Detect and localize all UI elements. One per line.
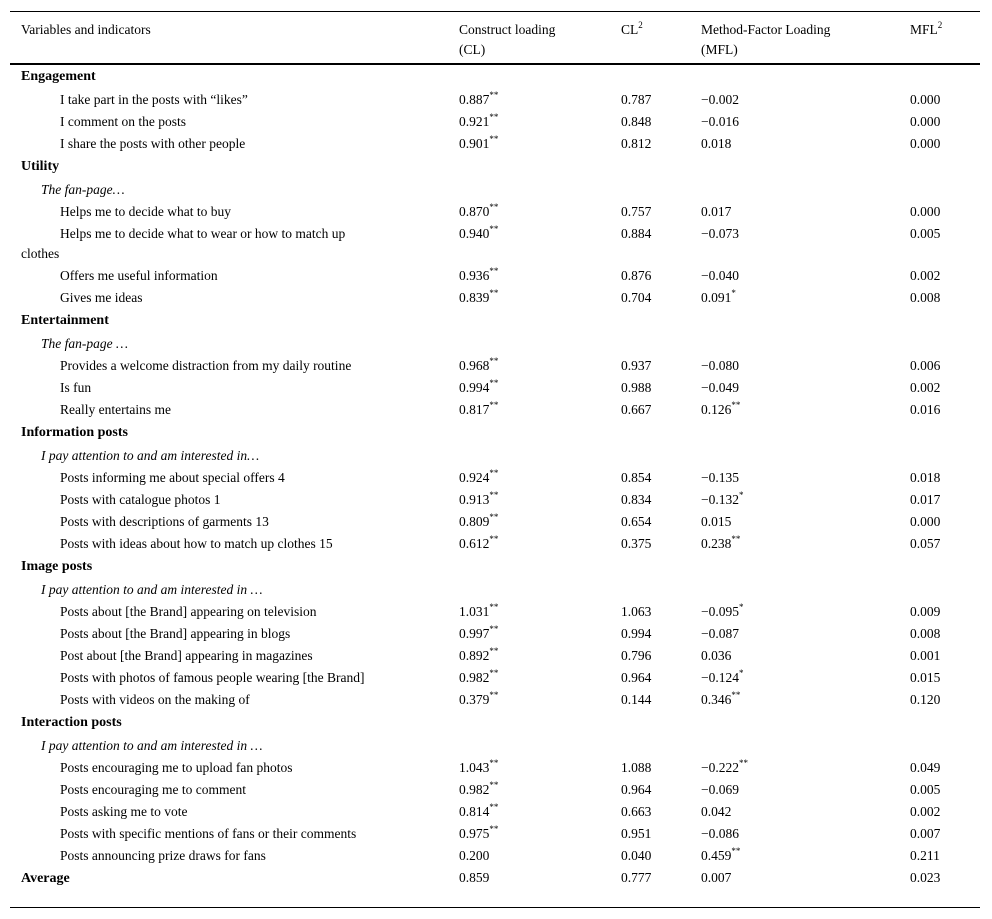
cell-cl2: 0.854 (621, 470, 652, 485)
mfl-significance: ** (731, 690, 741, 700)
mfl-value: −0.049 (701, 380, 739, 395)
cell-mfl (701, 690, 740, 710)
cl-value: 1.031 (459, 604, 490, 619)
indicator-label: Posts encouraging me to upload fan photos (60, 760, 293, 775)
mfl-value: 0.091 (701, 290, 732, 305)
cell-mfl2: 0.001 (910, 648, 941, 663)
mfl-value: 0.459 (701, 848, 732, 863)
mfl-value: 0.346 (701, 692, 732, 707)
cl-significance: ** (489, 802, 499, 812)
cl-significance: ** (489, 758, 499, 768)
cl-value: 0.982 (459, 670, 490, 685)
cl-value: 0.968 (459, 358, 490, 373)
average-cl: 0.859 (459, 870, 490, 885)
table-row (10, 689, 980, 711)
cl-value: 0.975 (459, 826, 490, 841)
table-row (10, 779, 980, 801)
cell-mfl2: 0.000 (910, 514, 941, 529)
table-row (10, 287, 980, 309)
cell-cl2: 0.876 (621, 268, 652, 283)
section-engagement (10, 65, 980, 89)
bottom-rule (10, 907, 980, 908)
cl-value: 0.901 (459, 136, 490, 151)
mfl-significance: * (731, 288, 736, 298)
mfl-value: −0.002 (701, 92, 739, 107)
section-title: Information posts (21, 425, 128, 440)
mfl-value: −0.069 (701, 782, 739, 797)
section-intro (10, 579, 980, 601)
indicator-label: Posts with videos on the making of (60, 692, 250, 707)
cl-value: 0.940 (459, 226, 490, 241)
cl-value: 0.379 (459, 692, 490, 707)
cl-value: 0.839 (459, 290, 490, 305)
table-row (10, 601, 980, 623)
cl-value: 0.809 (459, 514, 490, 529)
cell-cl2: 0.994 (621, 626, 652, 641)
cl-significance: ** (489, 266, 499, 276)
cl-significance: ** (489, 90, 499, 100)
cell-cl2: 0.988 (621, 380, 652, 395)
cell-cl (459, 90, 498, 110)
cl-significance: ** (489, 534, 499, 544)
mfl-value: −0.073 (701, 226, 739, 241)
cell-cl2: 0.663 (621, 804, 652, 819)
header-cl-line2: (CL) (459, 42, 486, 57)
mfl-value: −0.132 (701, 492, 739, 507)
cl-value: 0.612 (459, 536, 490, 551)
cell-mfl (701, 602, 744, 622)
cell-cl (459, 690, 498, 710)
mfl-significance: ** (739, 758, 748, 768)
mfl-value: −0.135 (701, 470, 739, 485)
indicator-label: I share the posts with other people (60, 136, 246, 151)
mfl-value: 0.017 (701, 204, 732, 219)
cell-cl2: 0.951 (621, 826, 652, 841)
cell-mfl (701, 668, 744, 688)
cell-mfl (701, 780, 739, 800)
cell-mfl (701, 202, 731, 222)
table-row (10, 757, 980, 779)
cell-cl (459, 266, 498, 286)
section-image (10, 555, 980, 579)
cell-mfl2: 0.008 (910, 290, 941, 305)
mfl-value: 0.238 (701, 536, 732, 551)
section-title: Utility (21, 159, 60, 174)
cell-cl (459, 202, 498, 222)
section-title: Interaction posts (21, 715, 122, 730)
cell-mfl (701, 134, 731, 154)
cell-mfl (701, 490, 744, 510)
indicator-label: Posts informing me about special offers 4 (60, 470, 285, 485)
cell-cl (459, 846, 489, 866)
indicator-label: Posts with descriptions of garments 13 (60, 514, 269, 529)
cell-mfl (701, 224, 739, 244)
header-method-factor-loading (701, 20, 830, 60)
cell-cl (459, 802, 498, 822)
cell-mfl2: 0.007 (910, 826, 941, 841)
cell-mfl2: 0.006 (910, 358, 941, 373)
indicator-label: Posts with photos of famous people wearing [the Brand] (60, 670, 365, 685)
cell-cl2: 0.040 (621, 848, 652, 863)
cell-mfl (701, 112, 739, 132)
cl-value: 0.924 (459, 470, 490, 485)
table-row (10, 201, 980, 223)
cell-cl2: 0.667 (621, 402, 652, 417)
cl-value: 0.814 (459, 804, 490, 819)
table-row (10, 133, 980, 155)
table-row (10, 377, 980, 399)
cell-cl (459, 468, 498, 488)
cl-significance: ** (489, 624, 499, 634)
cell-mfl2: 0.000 (910, 92, 941, 107)
cell-mfl2: 0.005 (910, 226, 941, 241)
section-intro-text: The fan-page… (41, 182, 125, 197)
table-row (10, 645, 980, 667)
table-row (10, 489, 980, 511)
cell-mfl2: 0.017 (910, 492, 941, 507)
cell-cl (459, 624, 498, 644)
cl-significance: ** (489, 400, 499, 410)
cl-significance: ** (489, 224, 499, 234)
cl-significance: ** (489, 468, 499, 478)
header-mfl-line2: (MFL) (701, 42, 738, 57)
cell-mfl2: 0.000 (910, 114, 941, 129)
cell-mfl (701, 624, 739, 644)
cell-cl2: 0.937 (621, 358, 652, 373)
cell-cl2: 1.063 (621, 604, 652, 619)
table-row (10, 511, 980, 533)
cl-significance: ** (489, 134, 499, 144)
indicator-label: Posts announcing prize draws for fans (60, 848, 266, 863)
cl-value: 0.936 (459, 268, 490, 283)
cl-value: 0.982 (459, 782, 490, 797)
cell-cl (459, 490, 498, 510)
cell-mfl2: 0.005 (910, 782, 941, 797)
cl-value: 0.921 (459, 114, 490, 129)
cell-cl (459, 112, 498, 132)
cell-mfl (701, 802, 731, 822)
table-row (10, 801, 980, 823)
cell-mfl (701, 378, 739, 398)
section-intro-text: I pay attention to and am interested in … (41, 582, 263, 597)
table-row (10, 467, 980, 489)
table-row (10, 399, 980, 421)
cl-significance: ** (489, 512, 499, 522)
mfl-value: −0.086 (701, 826, 739, 841)
mfl-significance: * (739, 602, 744, 612)
mfl-value: −0.040 (701, 268, 739, 283)
cell-cl (459, 356, 498, 376)
cell-cl (459, 378, 498, 398)
cell-mfl2: 0.211 (910, 848, 940, 863)
mfl-significance: ** (731, 400, 741, 410)
mfl-significance: * (739, 668, 744, 678)
cell-mfl2: 0.000 (910, 136, 941, 151)
cell-cl2: 1.088 (621, 760, 652, 775)
cell-mfl2: 0.016 (910, 402, 941, 417)
cell-mfl (701, 288, 736, 308)
cl-value: 1.043 (459, 760, 490, 775)
cl-value: 0.997 (459, 626, 490, 641)
table-row (10, 265, 980, 287)
header-cl2-text: CL (621, 22, 639, 37)
cl-value: 0.892 (459, 648, 490, 663)
header-mfl2 (910, 20, 942, 40)
cl-significance: ** (489, 668, 499, 678)
cell-cl2: 0.964 (621, 670, 652, 685)
cell-cl2: 0.848 (621, 114, 652, 129)
cell-mfl2: 0.015 (910, 670, 941, 685)
indicator-label: I take part in the posts with “likes” (60, 92, 248, 107)
mfl-value: −0.124 (701, 670, 739, 685)
cell-cl2: 0.787 (621, 92, 652, 107)
mfl-value: −0.087 (701, 626, 739, 641)
mfl-significance: * (739, 490, 744, 500)
cell-cl2: 0.796 (621, 648, 652, 663)
cell-mfl (701, 824, 739, 844)
cl-significance: ** (489, 602, 499, 612)
mfl-value: 0.015 (701, 514, 732, 529)
header-cl2-sup: 2 (638, 20, 643, 30)
mfl-significance: ** (731, 846, 741, 856)
indicator-label: Gives me ideas (60, 290, 143, 305)
cl-value: 0.994 (459, 380, 490, 395)
cl-significance: ** (489, 112, 499, 122)
cell-cl (459, 134, 498, 154)
cell-cl (459, 288, 498, 308)
cell-cl2: 0.654 (621, 514, 652, 529)
cl-value: 0.870 (459, 204, 490, 219)
table-row (10, 89, 980, 111)
section-intro (10, 333, 980, 355)
table-header (10, 12, 980, 65)
header-cl2 (621, 20, 643, 40)
section-title: Entertainment (21, 313, 109, 328)
indicator-label: I comment on the posts (60, 114, 186, 129)
header-mfl-line1: Method-Factor Loading (701, 22, 831, 37)
average-mfl: 0.007 (701, 870, 732, 885)
indicator-label: Posts about [the Brand] appearing in blogs (60, 626, 291, 641)
indicator-label: Helps me to decide what to wear or how to match up (60, 226, 346, 241)
cell-mfl2: 0.002 (910, 268, 941, 283)
cell-mfl2: 0.008 (910, 626, 941, 641)
cl-significance: ** (489, 378, 499, 388)
cell-mfl (701, 534, 740, 554)
table-row (10, 355, 980, 377)
cell-cl2: 0.812 (621, 136, 652, 151)
cl-significance: ** (489, 780, 499, 790)
indicator-label: Posts asking me to vote (60, 804, 188, 819)
cl-significance: ** (489, 824, 499, 834)
cell-cl2: 0.884 (621, 226, 652, 241)
section-title: Engagement (21, 69, 96, 84)
table-row (10, 533, 980, 555)
cl-significance: ** (489, 356, 499, 366)
header-mfl2-text: MFL (910, 22, 938, 37)
cell-cl2: 0.757 (621, 204, 652, 219)
cell-cl (459, 534, 498, 554)
cl-value: 0.200 (459, 848, 490, 863)
cl-significance: ** (489, 288, 499, 298)
average-row (10, 867, 980, 891)
indicator-label-continued: clothes (21, 246, 60, 261)
cell-cl (459, 512, 498, 532)
cell-mfl2: 0.120 (910, 692, 941, 707)
cell-cl2: 0.834 (621, 492, 652, 507)
cl-significance: ** (489, 202, 499, 212)
indicator-label: Posts with catalogue photos 1 (60, 492, 221, 507)
mfl-significance: ** (731, 534, 741, 544)
mfl-value: 0.126 (701, 402, 732, 417)
cell-cl (459, 224, 498, 244)
indicator-label: Offers me useful information (60, 268, 218, 283)
indicator-label: Posts encouraging me to comment (60, 782, 246, 797)
cl-value: 0.887 (459, 92, 490, 107)
table-row (10, 111, 980, 133)
cl-significance: ** (489, 690, 499, 700)
cell-mfl2: 0.049 (910, 760, 941, 775)
section-intro (10, 445, 980, 467)
table-row (10, 845, 980, 867)
cell-cl2: 0.964 (621, 782, 652, 797)
indicator-label: Posts about [the Brand] appearing on television (60, 604, 317, 619)
cell-mfl (701, 646, 731, 666)
mfl-value: −0.095 (701, 604, 739, 619)
cell-mfl2: 0.002 (910, 380, 941, 395)
cell-cl (459, 758, 498, 778)
cell-mfl2: 0.057 (910, 536, 941, 551)
table-row (10, 623, 980, 645)
cl-significance: ** (489, 490, 499, 500)
section-intro-text: I pay attention to and am interested in… (41, 448, 260, 463)
table-row (10, 823, 980, 845)
cell-mfl2: 0.018 (910, 470, 941, 485)
mfl-value: −0.080 (701, 358, 739, 373)
header-variables: Variables and indicators (21, 22, 151, 37)
cell-mfl (701, 758, 748, 778)
cl-significance: ** (489, 646, 499, 656)
mfl-value: 0.036 (701, 648, 732, 663)
cell-cl2: 0.704 (621, 290, 652, 305)
section-intro (10, 179, 980, 201)
section-interaction (10, 711, 980, 735)
header-cl-line1: Construct loading (459, 22, 556, 37)
cell-cl (459, 646, 498, 666)
average-cl2: 0.777 (621, 870, 652, 885)
cell-mfl2: 0.000 (910, 204, 941, 219)
indicator-label: Posts with specific mentions of fans or their comments (60, 826, 357, 841)
average-mfl2: 0.023 (910, 870, 941, 885)
section-intro-text: I pay attention to and am interested in … (41, 738, 263, 753)
cl-value: 0.817 (459, 402, 490, 417)
table-row (10, 667, 980, 689)
cell-mfl (701, 266, 739, 286)
cell-cl (459, 400, 498, 420)
mfl-value: 0.018 (701, 136, 732, 151)
section-title: Image posts (21, 559, 93, 574)
indicator-label: Is fun (60, 380, 92, 395)
cell-mfl (701, 400, 740, 420)
section-information (10, 421, 980, 445)
header-mfl2-sup: 2 (937, 20, 943, 30)
cell-cl (459, 780, 498, 800)
table-body (10, 65, 980, 891)
section-intro (10, 735, 980, 757)
cell-cl (459, 668, 498, 688)
cell-cl2: 0.144 (621, 692, 652, 707)
cell-mfl (701, 356, 739, 376)
mfl-value: 0.042 (701, 804, 732, 819)
section-utility (10, 155, 980, 179)
mfl-value: −0.016 (701, 114, 739, 129)
indicator-label: Provides a welcome distraction from my daily routine (60, 358, 352, 373)
average-label: Average (21, 871, 70, 886)
indicator-label: Really entertains me (60, 402, 171, 417)
cell-mfl (701, 90, 739, 110)
loadings-table (10, 11, 980, 891)
header-construct-loading (459, 20, 555, 60)
cell-cl2: 0.375 (621, 536, 652, 551)
cell-mfl (701, 512, 731, 532)
cell-mfl (701, 846, 740, 866)
cell-mfl2: 0.002 (910, 804, 941, 819)
indicator-label: Helps me to decide what to buy (60, 204, 231, 219)
cell-mfl (701, 468, 739, 488)
table-row (10, 223, 980, 265)
cell-mfl2: 0.009 (910, 604, 941, 619)
cell-cl (459, 602, 498, 622)
cell-cl (459, 824, 498, 844)
mfl-value: −0.222 (701, 760, 739, 775)
cl-value: 0.913 (459, 492, 490, 507)
indicator-label: Posts with ideas about how to match up clothes 15 (60, 536, 333, 551)
section-intro-text: The fan-page … (41, 336, 128, 351)
section-entertainment (10, 309, 980, 333)
indicator-label: Post about [the Brand] appearing in magazines (60, 648, 313, 663)
